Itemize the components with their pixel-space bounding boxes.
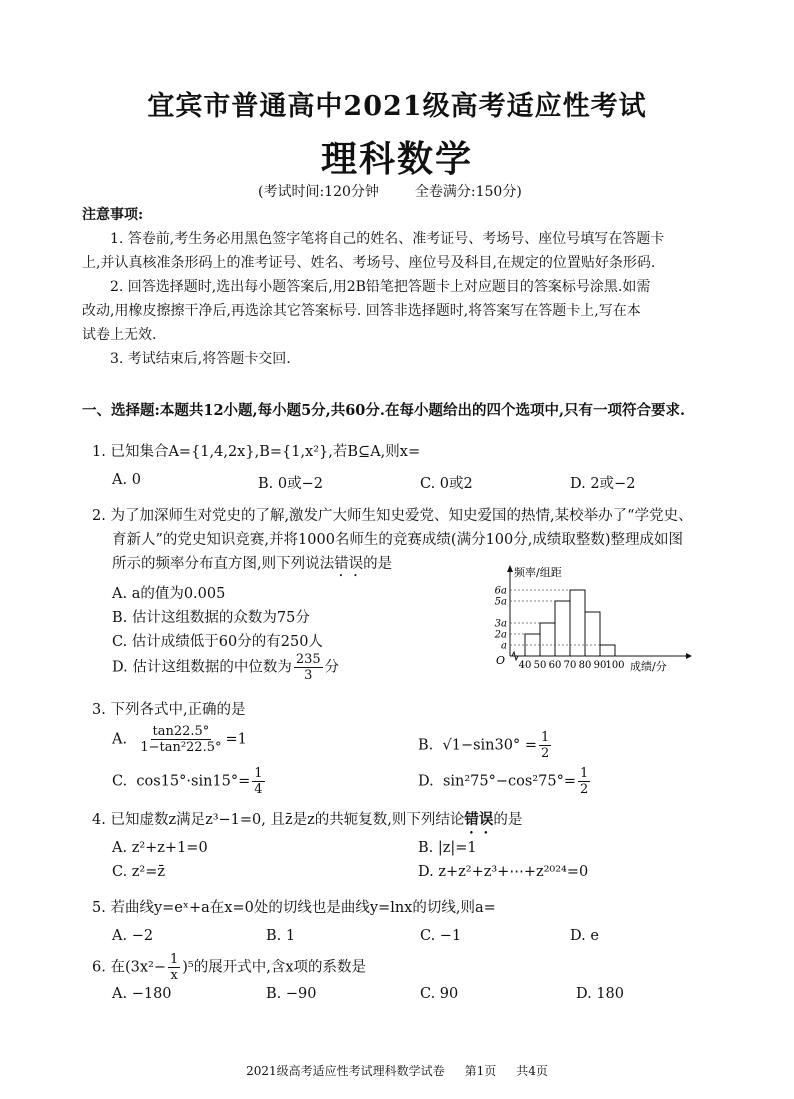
q6-stem-post: )⁵的展开式中,含x项的系数是	[182, 959, 367, 976]
q3-stem: 3. 下列各式中,正确的是	[92, 702, 246, 718]
x-axis-label: 成绩/分	[630, 660, 667, 673]
q2-line1: 2. 为了加深师生对党史的了解,激发广大师生知史爱党、知史爱国的热情,某校举办了“学党史、	[92, 508, 693, 524]
histogram-bar	[555, 601, 570, 656]
q3-c-num: 1	[254, 766, 263, 781]
q5-stem: 5. 若曲线y=eˣ+a在x=0处的切线也是曲线y=lnx的切线,则a=	[92, 900, 496, 916]
q4-stem-post: 的是	[493, 812, 523, 828]
x-tick-label: 70	[563, 660, 577, 671]
q1-option-b: B. 0或−2	[258, 476, 323, 492]
notice-p1-line1: 1. 答卷前,考生务必用黑色签字笔将自己的姓名、准考证号、考场号、座位号填写在答题卡	[110, 231, 665, 247]
x-tick-label: 100	[605, 660, 625, 671]
histogram-bar	[585, 612, 600, 656]
q3-b-num: 1	[540, 730, 550, 745]
q3-b-expr: √1−sin30° =	[442, 737, 537, 754]
notice-p2-line1: 2. 回答选择题时,选出每小题答案后,用2B铅笔把答题卡上对应题目的答案标号涂黑.如需	[110, 279, 651, 295]
q4-stem-pre: 4. 已知虚数z满足z³−1=0, 且z̄是z的共轭复数,则下列结论	[92, 812, 465, 828]
q3-a-fraction	[138, 724, 223, 755]
q3-option-c	[112, 766, 267, 797]
notice-p3: 3. 考试结束后,将答题卡交回.	[110, 351, 291, 367]
q1-option-d: D. 2或−2	[570, 476, 636, 492]
q2-d-frac-den: 3	[304, 668, 313, 683]
q4-option-a: A. z²+z+1=0	[112, 840, 208, 856]
origin-label: O	[496, 654, 506, 667]
q5-option-a: A. −2	[112, 928, 154, 944]
histogram-bar	[540, 623, 555, 656]
q3-b-fraction	[539, 730, 551, 761]
footer-title: 2021级高考适应性考试理科数学试卷	[246, 1064, 445, 1078]
histogram-bar	[600, 645, 615, 656]
q4-emphasis: 错误	[464, 811, 494, 828]
q6-stem	[92, 952, 366, 983]
q6-stem-pre: 6. 在(3x²−	[92, 959, 166, 976]
q6-option-d: D. 180	[576, 986, 625, 1002]
q2-d-frac-num: 235	[295, 652, 321, 667]
notice-heading: 注意事项:	[82, 207, 144, 223]
q3-d-num: 1	[579, 766, 589, 781]
exam-time: (考试时间:120分钟	[258, 184, 379, 200]
q2-option-c: C. 估计成绩低于60分的有250人	[112, 634, 323, 650]
y-tick-label: 2a	[494, 629, 507, 641]
exam-score: 全卷满分:150分)	[414, 184, 522, 200]
q3-d-label: D.	[418, 773, 434, 790]
q6-frac-den: x	[170, 968, 178, 983]
q6-fraction	[168, 952, 180, 983]
q3-d-expr: sin²75°−cos²75°=	[442, 773, 576, 790]
q3-c-fraction	[252, 766, 264, 797]
q6-frac-num: 1	[169, 952, 179, 967]
q4-option-c: C. z²=z̄	[112, 864, 166, 880]
subject-title: 理科数学	[320, 138, 473, 180]
y-tick-label: a	[501, 640, 507, 652]
q3-d-den: 2	[579, 782, 589, 797]
q4-stem	[92, 808, 522, 837]
q2-line3	[112, 552, 392, 580]
q6-option-c: C. 90	[420, 986, 459, 1002]
q3-a-label: A.	[112, 731, 128, 748]
q2-line3-pre: 所示的频率分布直方图,则下列说法	[112, 556, 335, 572]
histogram-bar	[570, 590, 585, 656]
exam-info	[258, 181, 558, 201]
exam-title: 宜宾市普通高中2021级高考适应性考试	[147, 91, 647, 122]
q5-option-b: B. 1	[266, 928, 296, 944]
notice-p1-line2: 上,并认真核准条形码上的准考证号、姓名、考场号、座位号及科目,在规定的位置贴好条形码.	[82, 255, 656, 271]
frequency-histogram	[476, 562, 696, 674]
q3-d-fraction	[578, 766, 590, 797]
y-axis-arrow	[507, 565, 513, 572]
x-tick-label: 40	[518, 660, 532, 671]
q4-option-d: D. z+z²+z³+⋯+z²⁰²⁴=0	[418, 864, 589, 880]
q3-c-den: 4	[254, 782, 263, 797]
q5-option-c: C. −1	[420, 928, 462, 944]
q2-emphasis: 错误	[334, 556, 364, 572]
q3-c-expr: cos15°·sin15°=	[136, 773, 251, 790]
q2-option-d	[112, 652, 339, 683]
q2-option-b: B. 估计这组数据的众数为75分	[112, 610, 310, 626]
q3-c-label: C.	[112, 773, 128, 790]
notice-p2-line3: 试卷上无效.	[82, 327, 157, 343]
q3-a-num: tan22.5°	[152, 724, 210, 739]
q3-option-d	[418, 766, 592, 797]
y-tick-label: 3a	[494, 618, 507, 630]
q3-a-den: 1−tan²22.5°	[140, 740, 222, 755]
chart-title: 频率/组距	[514, 566, 562, 579]
section-1-heading: 一、选择题:本题共12小题,每小题5分,共60分.在每小题给出的四个选项中,只有一项符合要求.	[82, 402, 686, 419]
q4-option-b: B. |z|=1	[418, 840, 477, 856]
y-tick-label: 6a	[494, 585, 507, 597]
footer-total: 共4页	[516, 1064, 548, 1078]
q1-option-c: C. 0或2	[420, 476, 473, 492]
q2-option-d-fraction	[294, 652, 323, 683]
y-tick-label: 5a	[494, 596, 507, 608]
q3-a-rest: =1	[225, 731, 247, 748]
q6-option-b: B. −90	[266, 986, 317, 1002]
q3-option-b	[418, 730, 553, 761]
x-tick-label: 50	[533, 660, 547, 671]
q1-option-a: A. 0	[112, 472, 141, 488]
q6-option-a: A. −180	[112, 986, 172, 1002]
notice-p2-line2: 改动,用橡皮擦擦干净后,再选涂其它答案标号. 回答非选择题时,将答案写在答题卡上,写在本	[82, 303, 641, 319]
q2-option-d-post: 分	[324, 659, 340, 676]
x-tick-label: 60	[548, 660, 562, 671]
q2-line2: 育新人”的党史知识竞赛,并将1000名师生的竞赛成绩(满分100分,成绩取整数)整理成如图	[112, 532, 684, 548]
q2-line3-post: 的是	[363, 556, 393, 572]
q2-option-a: A. a的值为0.005	[112, 586, 226, 602]
q2-option-d-pre: D. 估计这组数据的中位数为	[112, 659, 292, 676]
page-footer	[0, 1062, 794, 1079]
q5-option-d: D. e	[570, 928, 599, 944]
q1-stem: 1. 已知集合A={1,4,2x},B={1,x²},若B⊆A,则x=	[92, 444, 421, 460]
x-tick-label: 90	[593, 660, 607, 671]
x-tick-label: 80	[578, 660, 592, 671]
x-axis-arrow	[686, 653, 692, 659]
q3-option-a	[112, 724, 247, 755]
footer-page: 第1页	[464, 1064, 497, 1078]
q3-b-den: 2	[540, 746, 550, 761]
q3-b-label: B.	[418, 737, 434, 754]
